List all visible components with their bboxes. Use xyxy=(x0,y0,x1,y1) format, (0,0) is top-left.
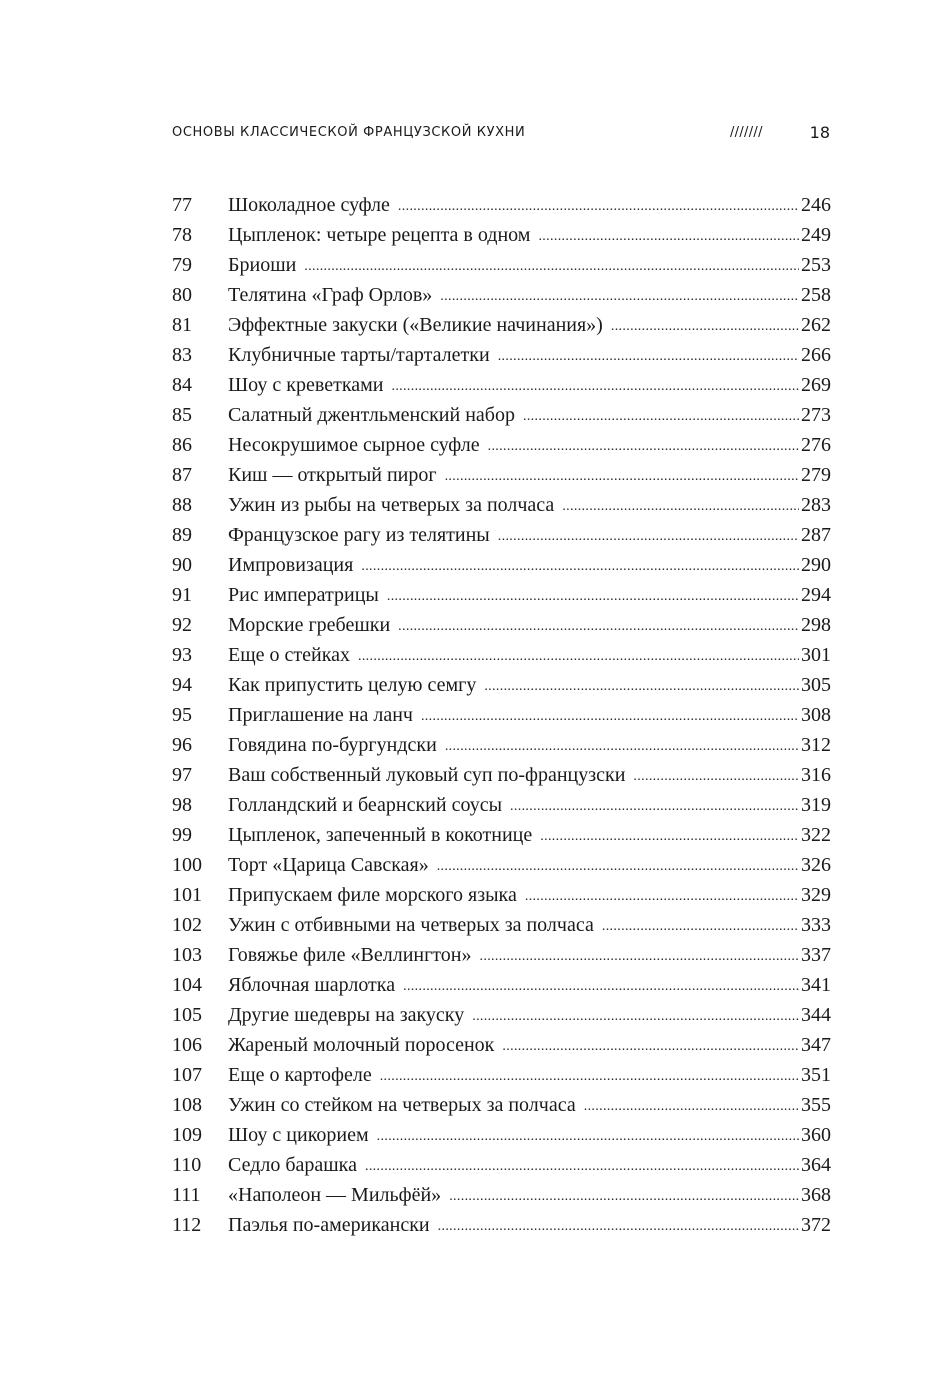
dot-leader xyxy=(633,760,799,790)
toc-entry-title: Цыпленок: четыре рецепта в одном xyxy=(228,224,531,246)
toc-entry-number: 106 xyxy=(172,1034,202,1056)
toc-entry xyxy=(172,250,831,280)
decorative-slashes: /////// xyxy=(730,125,763,140)
toc-entry-title: Рис императрицы xyxy=(228,584,379,606)
toc-entry-number: 77 xyxy=(172,194,192,216)
toc-entry-number: 83 xyxy=(172,344,192,366)
toc-entry xyxy=(172,490,831,520)
toc-entry-title: Телятина «Граф Орлов» xyxy=(228,284,433,306)
toc-entry xyxy=(172,730,831,760)
toc-entry-title: Припускаем филе морского языка xyxy=(228,884,517,906)
dot-leader xyxy=(438,1210,799,1240)
toc-entry-title: Ужин со стейком на четверых за полчаса xyxy=(228,1094,576,1116)
toc-entry-number: 111 xyxy=(172,1184,201,1206)
toc-entry-number: 110 xyxy=(172,1154,202,1176)
toc-entry xyxy=(172,520,831,550)
toc-entry-number: 109 xyxy=(172,1124,202,1146)
toc-entry-page: 333 xyxy=(801,914,831,936)
toc-entry-page: 347 xyxy=(801,1034,831,1056)
toc-entry-title: Морские гребешки xyxy=(228,614,391,636)
toc-entry xyxy=(172,1060,831,1090)
toc-entry-number: 89 xyxy=(172,524,192,546)
toc-entry-number: 100 xyxy=(172,854,202,876)
toc-entry-number: 81 xyxy=(172,314,192,336)
toc-entry-number: 108 xyxy=(172,1094,202,1116)
toc-entry-title: Говядина по-бургундски xyxy=(228,734,437,756)
toc-entry-title: Ужин с отбивными на четверых за полчаса xyxy=(228,914,594,936)
dot-leader xyxy=(498,340,799,370)
toc-entry-number: 78 xyxy=(172,224,192,246)
toc-entry-title: Киш — открытый пирог xyxy=(228,464,437,486)
toc-entry-title: Клубничные тарты/тарталетки xyxy=(228,344,490,366)
toc-entry xyxy=(172,820,831,850)
toc-entry-title: Жареный молочный поросенок xyxy=(228,1034,495,1056)
dot-leader xyxy=(449,1180,799,1210)
toc-entry xyxy=(172,610,831,640)
toc-entry-title: Яблочная шарлотка xyxy=(228,974,396,996)
toc-entry-number: 105 xyxy=(172,1004,202,1026)
dot-leader xyxy=(540,820,799,850)
toc-entry-page: 249 xyxy=(801,224,831,246)
toc-entry-title: «Наполеон — Мильфёй» xyxy=(228,1184,442,1206)
dot-leader xyxy=(498,520,799,550)
toc-entry xyxy=(172,640,831,670)
toc-entry-page: 301 xyxy=(801,644,831,666)
toc-entry-page: 290 xyxy=(801,554,831,576)
toc-entry-page: 273 xyxy=(801,404,831,426)
toc-entry-title: Салатный джентльменский набор xyxy=(228,404,515,426)
toc-entry-page: 337 xyxy=(801,944,831,966)
toc-entry xyxy=(172,370,831,400)
toc-entry-number: 101 xyxy=(172,884,202,906)
dot-leader xyxy=(484,670,799,700)
dot-leader xyxy=(380,1060,799,1090)
toc-entry-number: 103 xyxy=(172,944,202,966)
toc-entry xyxy=(172,880,831,910)
toc-entry xyxy=(172,700,831,730)
toc-entry-page: 262 xyxy=(801,314,831,336)
toc-entry-page: 316 xyxy=(801,764,831,786)
toc-entry-number: 95 xyxy=(172,704,192,726)
dot-leader xyxy=(361,550,799,580)
dot-leader xyxy=(398,190,799,220)
toc-entry-number: 99 xyxy=(172,824,192,846)
dot-leader xyxy=(510,790,799,820)
toc-entry xyxy=(172,550,831,580)
toc-entry xyxy=(172,280,831,310)
toc-entry xyxy=(172,1120,831,1150)
toc-entry xyxy=(172,460,831,490)
toc-entry-title: Голландский и беарнский соусы xyxy=(228,794,503,816)
toc-entry-title: Еще о картофеле xyxy=(228,1064,372,1086)
toc-entry-page: 266 xyxy=(801,344,831,366)
toc-entry xyxy=(172,1180,831,1210)
toc-entry xyxy=(172,1150,831,1180)
dot-leader xyxy=(472,1000,799,1030)
toc-entry-title: Французское рагу из телятины xyxy=(228,524,490,546)
dot-leader xyxy=(440,280,799,310)
toc-entry xyxy=(172,430,831,460)
toc-entry-page: 360 xyxy=(801,1124,831,1146)
toc-entry-page: 351 xyxy=(801,1064,831,1086)
toc-entry-number: 85 xyxy=(172,404,192,426)
toc-entry-title: Приглашение на ланч xyxy=(228,704,413,726)
toc-entry-number: 86 xyxy=(172,434,192,456)
toc-entry xyxy=(172,1210,831,1240)
toc-entry xyxy=(172,760,831,790)
toc-entry xyxy=(172,1000,831,1030)
toc-entry-page: 258 xyxy=(801,284,831,306)
dot-leader xyxy=(480,940,800,970)
book-title: ОСНОВЫ КЛАССИЧЕСКОЙ ФРАНЦУЗСКОЙ КУХНИ xyxy=(172,125,526,140)
toc-entry-title: Шоу с креветками xyxy=(228,374,384,396)
toc-entry-title: Другие шедевры на закуску xyxy=(228,1004,465,1026)
toc-entry-title: Говяжье филе «Веллингтон» xyxy=(228,944,472,966)
toc-entry-page: 269 xyxy=(801,374,831,396)
toc-entry-page: 276 xyxy=(801,434,831,456)
toc-entry-number: 87 xyxy=(172,464,192,486)
dot-leader xyxy=(611,310,799,340)
toc-entry-number: 92 xyxy=(172,614,192,636)
toc-entry-title: Бриоши xyxy=(228,254,297,276)
toc-entry-title: Шоу с цикорием xyxy=(228,1124,369,1146)
toc-entry-title: Несокрушимое сырное суфле xyxy=(228,434,480,456)
toc-entry-title: Ужин из рыбы на четверых за полчаса xyxy=(228,494,555,516)
toc-entry xyxy=(172,910,831,940)
dot-leader xyxy=(562,490,799,520)
toc-entry-number: 93 xyxy=(172,644,192,666)
toc-entry-page: 305 xyxy=(801,674,831,696)
toc-entry-title: Эффектные закуски («Великие начинания») xyxy=(228,314,603,336)
toc-entry-page: 364 xyxy=(801,1154,831,1176)
dot-leader xyxy=(602,910,799,940)
toc-entry xyxy=(172,340,831,370)
toc-entry-number: 90 xyxy=(172,554,192,576)
toc-entry-title: Импровизация xyxy=(228,554,354,576)
toc-entry-number: 88 xyxy=(172,494,192,516)
toc-entry-page: 322 xyxy=(801,824,831,846)
toc-entry-page: 341 xyxy=(801,974,831,996)
dot-leader xyxy=(445,730,799,760)
toc-entry-page: 294 xyxy=(801,584,831,606)
toc-entry-page: 326 xyxy=(801,854,831,876)
toc-entry-page: 298 xyxy=(801,614,831,636)
table-of-contents xyxy=(172,190,831,1240)
dot-leader xyxy=(523,400,799,430)
dot-leader xyxy=(584,1090,799,1120)
toc-entry xyxy=(172,970,831,1000)
dot-leader xyxy=(377,1120,799,1150)
toc-entry-title: Ваш собственный луковый суп по-французски xyxy=(228,764,626,786)
dot-leader xyxy=(502,1030,799,1060)
toc-entry-number: 80 xyxy=(172,284,192,306)
dot-leader xyxy=(365,1150,799,1180)
dot-leader xyxy=(445,460,799,490)
toc-entry-number: 112 xyxy=(172,1214,202,1236)
toc-entry xyxy=(172,850,831,880)
toc-entry xyxy=(172,220,831,250)
toc-entry-number: 91 xyxy=(172,584,192,606)
toc-entry-number: 104 xyxy=(172,974,202,996)
toc-entry-title: Шоколадное суфле xyxy=(228,194,390,216)
toc-entry-number: 79 xyxy=(172,254,192,276)
toc-entry-title: Паэлья по-американски xyxy=(228,1214,430,1236)
dot-leader xyxy=(488,430,799,460)
dot-leader xyxy=(358,640,799,670)
page-number: 18 xyxy=(809,123,830,142)
toc-entry-number: 98 xyxy=(172,794,192,816)
dot-leader xyxy=(387,580,799,610)
toc-entry xyxy=(172,400,831,430)
dot-leader xyxy=(391,370,799,400)
dot-leader xyxy=(421,700,799,730)
toc-entry-number: 107 xyxy=(172,1064,202,1086)
dot-leader xyxy=(403,970,799,1000)
toc-entry-title: Седло барашка xyxy=(228,1154,357,1176)
toc-entry xyxy=(172,790,831,820)
toc-entry-page: 308 xyxy=(801,704,831,726)
dot-leader xyxy=(525,880,799,910)
dot-leader xyxy=(538,220,799,250)
toc-entry-page: 246 xyxy=(801,194,831,216)
toc-entry-title: Торт «Царица Савская» xyxy=(228,854,429,876)
toc-entry-number: 102 xyxy=(172,914,202,936)
toc-entry-title: Еще о стейках xyxy=(228,644,350,666)
toc-entry-number: 96 xyxy=(172,734,192,756)
toc-entry-page: 312 xyxy=(801,734,831,756)
dot-leader xyxy=(437,850,799,880)
dot-leader xyxy=(398,610,799,640)
toc-entry-page: 355 xyxy=(801,1094,831,1116)
dot-leader xyxy=(304,250,799,280)
toc-entry-page: 344 xyxy=(801,1004,831,1026)
toc-entry xyxy=(172,310,831,340)
toc-entry-page: 368 xyxy=(801,1184,831,1206)
toc-entry xyxy=(172,580,831,610)
toc-entry-title: Цыпленок, запеченный в кокотнице xyxy=(228,824,533,846)
toc-entry-page: 329 xyxy=(801,884,831,906)
toc-entry-page: 372 xyxy=(801,1214,831,1236)
toc-entry-number: 84 xyxy=(172,374,192,396)
toc-entry-number: 97 xyxy=(172,764,192,786)
toc-entry-page: 279 xyxy=(801,464,831,486)
toc-entry-page: 287 xyxy=(801,524,831,546)
toc-entry xyxy=(172,1030,831,1060)
toc-entry xyxy=(172,940,831,970)
toc-entry-page: 253 xyxy=(801,254,831,276)
toc-entry xyxy=(172,190,831,220)
toc-entry-title: Как припустить целую семгу xyxy=(228,674,477,696)
running-header xyxy=(172,123,832,145)
toc-entry xyxy=(172,670,831,700)
toc-entry-number: 94 xyxy=(172,674,192,696)
toc-entry-page: 283 xyxy=(801,494,831,516)
toc-entry xyxy=(172,1090,831,1120)
toc-entry-page: 319 xyxy=(801,794,831,816)
